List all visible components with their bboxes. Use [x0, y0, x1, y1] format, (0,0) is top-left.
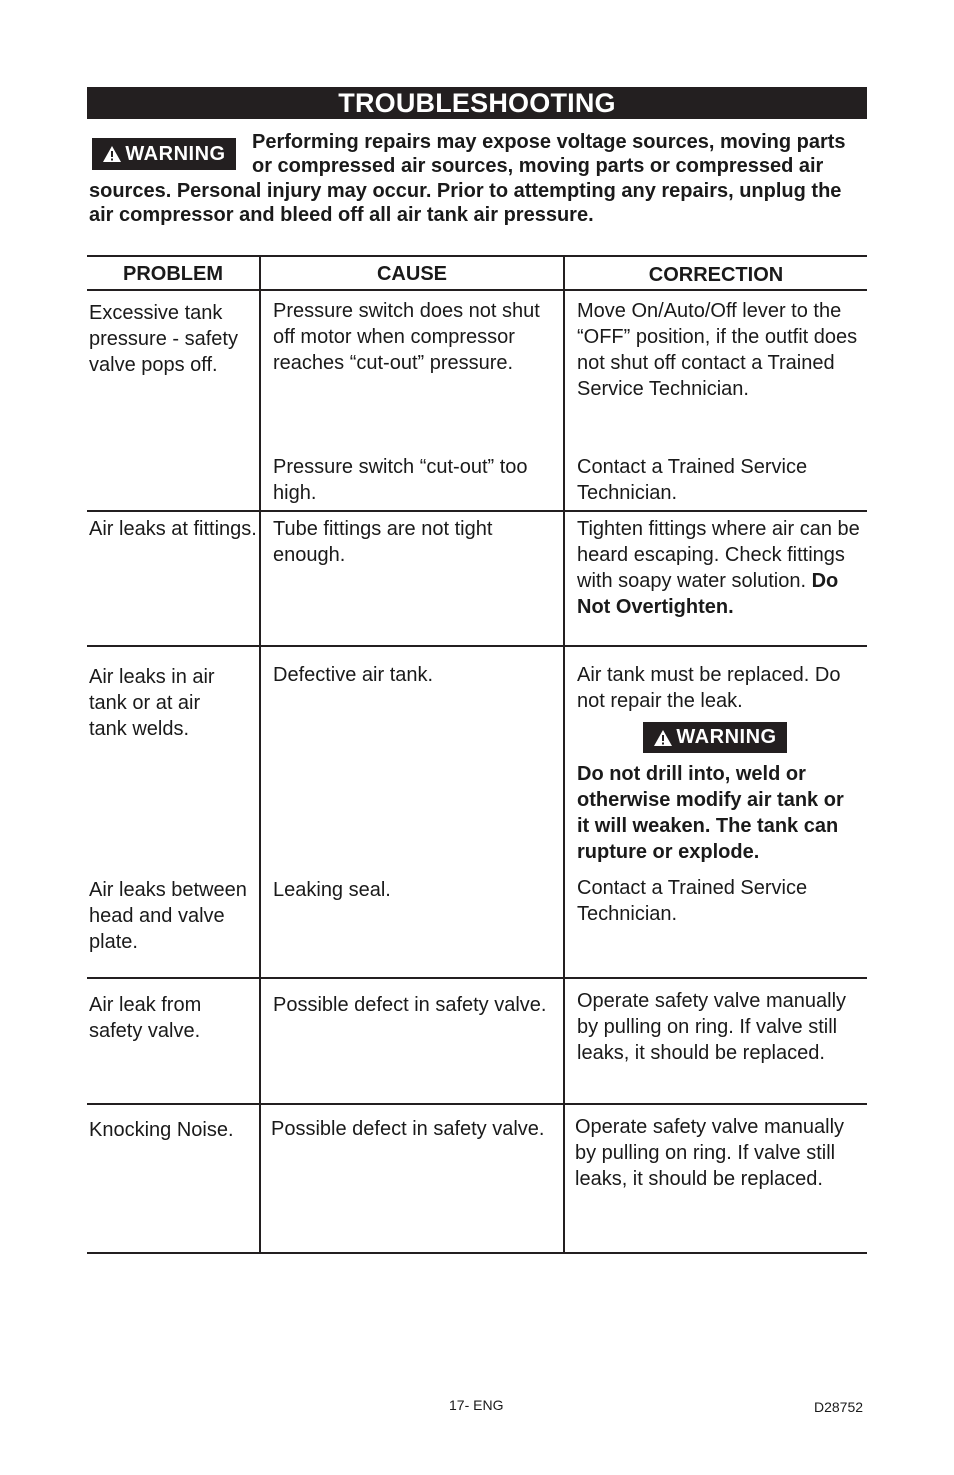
document-id: D28752	[814, 1399, 864, 1415]
page-title: TROUBLESHOOTING	[87, 87, 867, 119]
cause-cell: Pressure switch does not shut off motor when compressor reaches “cut-out” pressure.	[273, 300, 540, 374]
correction-text: Tighten fittings where air can be heard escaping. Check fittings with soapy water solution.	[577, 518, 860, 592]
correction-cell: Contact a Trained Service Technician.	[577, 877, 808, 925]
correction-cell: Move On/Auto/Off lever to the “OFF” position, if the outfit does not shut off contact a Trained Service Technician.	[577, 300, 858, 400]
problem-cell: Air leaks between head and valve plate.	[89, 879, 247, 953]
column-divider	[563, 255, 565, 1254]
cause-cell: Possible defect in safety valve.	[271, 1118, 545, 1140]
header-problem: PROBLEM	[123, 263, 223, 285]
problem-cell: Air leaks in air tank or at air tank welds.	[89, 666, 215, 740]
correction-cell: Operate safety valve manually by pulling on ring. If valve still leaks, it should be replaced.	[575, 1116, 845, 1190]
warning-text: Performing repairs may expose voltage sources, moving parts or compressed air sources, moving parts or compressed air sources. Personal injury may occur. Prior to attempting any repairs, unplug the air compressor and bleed off all air tank air pressure.	[89, 131, 846, 226]
row-divider	[87, 977, 867, 979]
row-divider	[87, 510, 867, 512]
row-divider	[87, 1103, 867, 1105]
warning-triangle-icon	[653, 729, 673, 747]
cause-cell: Defective air tank.	[273, 664, 434, 686]
problem-cell: Excessive tank pressure - safety valve pops off.	[89, 302, 238, 376]
tank-warning-label: WARNING	[676, 726, 777, 748]
correction-emphasis: Do Not Overtighten.	[577, 570, 839, 618]
tank-warning-badge	[643, 722, 787, 753]
problem-cell: Knocking Noise.	[89, 1119, 234, 1141]
column-divider	[259, 255, 261, 1254]
table-bottom-rule	[87, 1252, 867, 1254]
header-correction: CORRECTION	[648, 264, 784, 286]
tank-warning-text: Do not drill into, weld or otherwise modify air tank or it will weaken. The tank can rupture or explode.	[577, 763, 844, 863]
warning-badge-label: WARNING	[125, 142, 226, 165]
correction-cell: Operate safety valve manually by pulling on ring. If valve still leaks, it should be replaced.	[577, 990, 847, 1064]
correction-cell	[577, 516, 863, 620]
header-cause: CAUSE	[376, 263, 447, 285]
correction-cell: Contact a Trained Service Technician.	[577, 456, 808, 504]
header-bottom-rule	[87, 289, 867, 291]
problem-cell: Air leaks at fittings.	[89, 518, 257, 540]
cause-cell: Tube fittings are not tight enough.	[273, 518, 493, 566]
cause-cell: Pressure switch “cut-out” too high.	[273, 456, 528, 504]
row-divider	[87, 645, 867, 647]
warning-paragraph	[89, 130, 849, 227]
correction-cell: Air tank must be replaced. Do not repair the leak.	[577, 664, 841, 712]
problem-cell: Air leak from safety valve.	[89, 994, 202, 1042]
table-top-rule	[87, 255, 867, 257]
cause-cell: Leaking seal.	[273, 879, 391, 901]
page-number: 17- ENG	[449, 1397, 504, 1413]
cause-cell: Possible defect in safety valve.	[273, 994, 547, 1016]
